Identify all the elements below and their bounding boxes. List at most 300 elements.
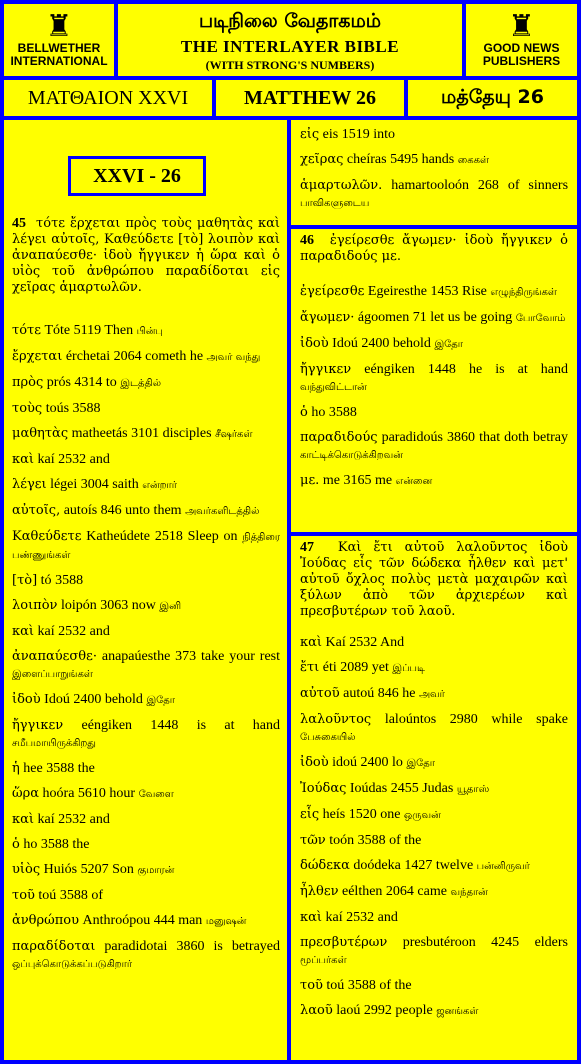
english-gloss: into xyxy=(373,127,395,142)
word-entry xyxy=(12,691,280,709)
english-gloss: of the xyxy=(379,978,412,993)
strong-number: 2532 xyxy=(58,624,87,639)
bellwether-line2: INTERNATIONAL xyxy=(10,54,108,68)
english-gloss: elders xyxy=(534,935,568,950)
english-gloss: to xyxy=(105,375,117,390)
english-gloss: behold xyxy=(392,336,431,351)
word-entry xyxy=(12,597,280,615)
strong-number: 1448 xyxy=(427,362,456,377)
transliteration: Anthroópou xyxy=(82,913,151,928)
english-gloss: and xyxy=(377,910,398,925)
greek-word: τοῦ xyxy=(12,888,35,903)
strong-number: 2992 xyxy=(363,1003,392,1018)
english-gloss: hour xyxy=(109,786,136,801)
english-gloss: is at hand xyxy=(196,718,280,733)
english-gloss: Sleep on xyxy=(187,529,238,544)
transliteration: doódeka xyxy=(353,858,401,873)
word-entry xyxy=(12,836,280,853)
transliteration: me xyxy=(322,473,340,488)
english-gloss: let us be going xyxy=(430,310,513,325)
english-gloss: unto them xyxy=(125,503,182,518)
word-entry xyxy=(300,634,568,651)
word-entry xyxy=(12,760,280,777)
verse-text: τότε ἔρχεται πρὸς τοὺς μαθητὰς καὶ λέγει αὐτοῖς, Καθεύδετε [τὸ] λοιπὸν καὶ ἀναπαύεσθε· ἰδοὺ ἤγγικεν ἡ ὥρα καὶ ὁ υἱὸς τοῦ ἀνθρώπου παραδίδοται εἰς χεῖρας ἁμαρτωλῶν. xyxy=(12,216,280,295)
english-gloss: and xyxy=(89,812,110,827)
transliteration: prós xyxy=(46,375,71,390)
word-entry xyxy=(12,502,280,520)
strong-number: 2064 xyxy=(113,349,142,364)
good-news-line1: GOOD NEWS xyxy=(483,41,560,55)
english-gloss: he is at hand xyxy=(468,362,568,377)
strong-number: 3588 xyxy=(347,978,376,993)
tamil-gloss: என்னை xyxy=(395,476,433,487)
tamil-gloss: இனி xyxy=(159,601,182,612)
strong-number: 5119 xyxy=(73,323,102,338)
strong-number: 5610 xyxy=(77,786,106,801)
word-entry xyxy=(300,806,568,824)
strong-number: 2089 xyxy=(340,660,369,675)
tamil-gloss: ஒப்புக்கொடுக்கப்படுகிறார் xyxy=(12,959,133,970)
word-entry xyxy=(300,977,568,994)
english-gloss: of xyxy=(91,888,103,903)
transliteration: paradidotai xyxy=(104,939,168,954)
word-entry xyxy=(12,887,280,904)
greek-word: λοιπὸν xyxy=(12,598,58,613)
english-gloss: twelve xyxy=(435,858,474,873)
chapter-label: XXVI - 26 xyxy=(93,164,181,187)
strong-number: 1448 xyxy=(150,718,179,733)
word-entry xyxy=(12,400,280,417)
english-gloss: came xyxy=(417,884,447,899)
word-entry xyxy=(300,659,568,677)
english-gloss: now xyxy=(131,598,156,613)
greek-word: ἡ xyxy=(12,761,20,776)
greek-word: αὐτοῦ xyxy=(300,686,340,701)
strong-number: 4314 xyxy=(74,375,103,390)
strong-number: 1453 xyxy=(430,284,459,299)
strong-number: 3004 xyxy=(80,477,109,492)
transliteration: kaí xyxy=(37,624,55,639)
english-gloss: saith xyxy=(112,477,139,492)
strong-number: 2455 xyxy=(390,781,419,796)
transliteration: autoú xyxy=(343,686,375,701)
word-entry xyxy=(300,883,568,901)
english-book-bar xyxy=(216,80,404,116)
greek-word: ἀνθρώπου xyxy=(12,913,80,928)
word-entry xyxy=(300,857,568,875)
strong-number: 3588 xyxy=(59,888,88,903)
strong-number: 4245 xyxy=(491,935,520,950)
transliteration: érchetai xyxy=(65,349,111,364)
strong-number: 2532 xyxy=(346,910,375,925)
word-entry xyxy=(300,309,568,327)
word-entry xyxy=(12,717,280,752)
word-entry xyxy=(300,429,568,464)
tamil-gloss: போவோம் xyxy=(515,313,566,324)
english-gloss: behold xyxy=(104,692,143,707)
word-entry xyxy=(12,648,280,683)
transliteration: éti xyxy=(322,660,337,675)
greek-word: μαθητὰς xyxy=(12,426,69,441)
word-entry xyxy=(12,322,280,340)
tamil-gloss: நித்திரை பண்ணுங்கள் xyxy=(12,532,280,561)
transliteration: kaí xyxy=(325,910,343,925)
greek-word: ἤγγικεν xyxy=(12,718,64,733)
strong-number: 2518 xyxy=(154,529,183,544)
tamil-gloss: என்றார் xyxy=(142,480,178,491)
english-gloss: lo xyxy=(392,755,403,770)
strong-number: 3860 xyxy=(176,939,205,954)
transliteration: Egeiresthe xyxy=(367,284,427,299)
greek-word: ὁ xyxy=(12,837,20,852)
word-entry xyxy=(300,685,568,703)
transliteration: presbutéroon xyxy=(402,935,476,950)
strong-number: 268 xyxy=(477,178,499,193)
english-gloss: people xyxy=(395,1003,433,1018)
greek-word: τοὺς xyxy=(12,401,43,416)
right-mid-column xyxy=(300,233,568,529)
english-gloss: me xyxy=(374,473,393,488)
good-news-line2: PUBLISHERS xyxy=(482,54,561,68)
tamil-book-title: மத்தேயு 26 xyxy=(441,85,544,108)
verse-text: ἐγείρεσθε ἄγωμεν· ἰδοὺ ἤγγικεν ὁ παραδιδούς με. xyxy=(300,233,568,264)
greek-word: λέγει xyxy=(12,477,47,492)
strong-number: 3588 xyxy=(55,573,84,588)
transliteration: Tóte xyxy=(44,323,71,338)
word-entry xyxy=(12,528,280,564)
word-entry xyxy=(12,938,280,973)
transliteration: ho xyxy=(311,405,326,420)
transliteration: toús xyxy=(45,401,70,416)
greek-word: ἦλθεν xyxy=(300,884,339,899)
greek-word: με. xyxy=(300,473,320,488)
verse-number: 45 xyxy=(12,216,26,231)
greek-word: ἰδοὺ xyxy=(300,755,329,770)
word-entry xyxy=(300,126,568,143)
verse-text: Καὶ ἔτι αὐτοῦ λαλοῦντος ἰδοὺ Ἰούδας εἷς τῶν δώδεκα ἦλθεν καὶ μετ' αὐτοῦ ὄχλος πολὺς μετὰ μαχαιρῶν καὶ ξύλων ἀπὸ τῶν ἀρχιερέων καὶ πρεσβυτέρων τοῦ λαοῦ. xyxy=(300,540,568,619)
english-gloss: one xyxy=(380,807,401,822)
transliteration: kaí xyxy=(37,812,55,827)
word-entry xyxy=(12,374,280,392)
horn-icon: ♜ xyxy=(508,9,535,44)
strong-number: 3165 xyxy=(343,473,372,488)
tamil-gloss: சமீபமாயிருக்கிறது xyxy=(12,738,96,749)
strong-number: 1519 xyxy=(341,127,370,142)
right-top-entries xyxy=(300,126,568,212)
word-entry xyxy=(300,283,568,301)
strong-number: 2400 xyxy=(361,336,390,351)
shepherd-icon: ♜ xyxy=(45,9,73,44)
greek-word: υἱὸς xyxy=(12,862,41,877)
strong-number: 444 xyxy=(153,913,175,928)
word-entry xyxy=(300,1002,568,1020)
bellwether-logo xyxy=(4,4,114,76)
strong-number: 3588 xyxy=(46,761,75,776)
transliteration: hoóra xyxy=(42,786,75,801)
transliteration: ho xyxy=(23,837,38,852)
word-entry xyxy=(12,425,280,443)
english-gloss: Then xyxy=(104,323,134,338)
transliteration: tó xyxy=(40,573,52,588)
greek-word: καὶ xyxy=(300,635,323,650)
strong-number: 846 xyxy=(377,686,399,701)
word-entry xyxy=(300,780,568,798)
strong-number: 1520 xyxy=(348,807,377,822)
greek-word: ἐγείρεσθε xyxy=(300,284,365,299)
word-entry xyxy=(300,754,568,772)
transliteration: kaí xyxy=(37,452,55,467)
english-gloss: the xyxy=(77,761,95,776)
tamil-gloss: வந்தான் xyxy=(450,887,488,898)
english-gloss: while spake xyxy=(491,712,568,727)
tamil-gloss: அவர்களிடத்தில் xyxy=(185,506,260,517)
tamil-gloss: பின்பு xyxy=(136,326,163,337)
word-entry xyxy=(300,151,568,169)
strong-number: 2400 xyxy=(360,755,389,770)
transliteration: laloúntos xyxy=(384,712,437,727)
english-gloss: and xyxy=(89,452,110,467)
greek-word: ἁμαρτωλῶν. xyxy=(300,178,383,193)
word-entry xyxy=(300,711,568,746)
tamil-gloss: பன்னிருவர் xyxy=(476,861,530,872)
strong-number: 2064 xyxy=(385,884,414,899)
english-gloss: Judas xyxy=(422,781,454,796)
right-bottom-column xyxy=(300,540,568,1056)
word-entry xyxy=(300,934,568,969)
english-gloss: that doth betray xyxy=(479,430,568,445)
greek-word: χεῖρας xyxy=(300,152,344,167)
english-gloss: Son xyxy=(112,862,134,877)
transliteration: toú xyxy=(326,978,345,993)
word-entry xyxy=(12,348,280,366)
greek-word: Καθεύδετε xyxy=(12,529,82,544)
english-gloss: the xyxy=(72,837,90,852)
greek-word: καὶ xyxy=(12,624,35,639)
greek-word: Ἰούδας xyxy=(300,781,347,796)
greek-word: λαλοῦντος xyxy=(300,712,372,727)
title-english: THE INTERLAYER BIBLE xyxy=(180,37,400,56)
english-gloss: man xyxy=(178,913,203,928)
greek-word: ἰδοὺ xyxy=(300,336,329,351)
tamil-gloss: குமாரன் xyxy=(137,865,175,876)
tamil-gloss: இளைப்பாறுங்கள் xyxy=(12,669,93,680)
strong-number: 2532 xyxy=(349,635,378,650)
transliteration: Kaí xyxy=(325,635,346,650)
tamil-gloss: வேளை xyxy=(138,789,174,800)
transliteration: anapaúesthe xyxy=(101,649,171,664)
greek-word: αὐτοῖς, xyxy=(12,503,61,518)
title-tamil: படிநிலை வேதாகமம் xyxy=(198,10,382,32)
tamil-gloss: இதோ xyxy=(146,695,176,706)
transliteration: hamartooloón xyxy=(391,178,469,193)
bellwether-line1: BELLWETHER xyxy=(17,41,101,55)
transliteration: ágoomen xyxy=(357,310,410,325)
greek-book-bar xyxy=(4,80,212,116)
word-entry xyxy=(12,572,280,589)
english-gloss: he xyxy=(402,686,416,701)
tamil-gloss: அவர் xyxy=(418,689,445,700)
english-gloss: of the xyxy=(389,833,422,848)
transliteration: eéngiken xyxy=(81,718,133,733)
strong-number: 3588 xyxy=(72,401,101,416)
tamil-gloss: யூதாஸ் xyxy=(456,784,490,795)
tamil-gloss: அவர் வந்து xyxy=(206,352,261,363)
greek-word: ἤγγικεν xyxy=(300,362,352,377)
greek-word: δώδεκα xyxy=(300,858,350,873)
title-block xyxy=(118,4,462,76)
english-gloss: disciples xyxy=(162,426,212,441)
transliteration: Idoú xyxy=(332,336,358,351)
word-entry xyxy=(12,451,280,468)
greek-word: καὶ xyxy=(300,910,323,925)
greek-word: καὶ xyxy=(12,452,35,467)
transliteration: loipón xyxy=(60,598,97,613)
word-entry xyxy=(300,472,568,490)
strong-number: 2532 xyxy=(58,812,87,827)
greek-word: τῶν xyxy=(300,833,326,848)
greek-word: εἷς xyxy=(300,807,320,822)
transliteration: eéngiken xyxy=(364,362,415,377)
english-gloss: is betrayed xyxy=(213,939,280,954)
transliteration: idoú xyxy=(332,755,358,770)
greek-word: τοῦ xyxy=(300,978,323,993)
tamil-gloss: மனுஷன் xyxy=(205,916,247,927)
strong-number: 3588 xyxy=(328,405,357,420)
strong-number: 5207 xyxy=(80,862,109,877)
word-entry xyxy=(300,177,568,212)
word-entry xyxy=(12,623,280,640)
strong-number: 71 xyxy=(412,310,427,325)
left-column xyxy=(12,216,280,1056)
greek-word: ὥρα xyxy=(12,786,40,801)
right-mid-entries xyxy=(300,283,568,490)
transliteration: toú xyxy=(38,888,57,903)
transliteration: cheíras xyxy=(346,152,387,167)
tamil-gloss: இப்படி xyxy=(392,663,425,674)
transliteration: Katheúdete xyxy=(86,529,151,544)
greek-word: εἰς xyxy=(300,127,320,142)
strong-number: 5495 xyxy=(390,152,419,167)
word-entry xyxy=(300,909,568,926)
tamil-gloss: இதோ xyxy=(406,758,436,769)
greek-word: [τὸ] xyxy=(12,573,38,588)
greek-word: ἰδοὺ xyxy=(12,692,41,707)
transliteration: heís xyxy=(322,807,346,822)
tamil-gloss: எழுந்திருங்கள் xyxy=(490,287,557,298)
strong-number: 373 xyxy=(175,649,197,664)
tamil-gloss: வந்துவிட்டான் xyxy=(300,382,367,393)
tamil-gloss: இடத்தில் xyxy=(120,378,162,389)
english-gloss: take your rest xyxy=(201,649,280,664)
verse-47 xyxy=(300,540,568,620)
strong-number: 846 xyxy=(100,503,122,518)
greek-word: ἔτι xyxy=(300,660,320,675)
word-entry xyxy=(12,476,280,494)
strong-number: 1427 xyxy=(404,858,433,873)
transliteration: eis xyxy=(322,127,339,142)
greek-word: πρεσβυτέρων xyxy=(300,935,388,950)
good-news-logo xyxy=(466,4,577,76)
greek-word: παραδίδοται xyxy=(12,939,96,954)
verse-number: 47 xyxy=(300,540,314,555)
verse-number: 46 xyxy=(300,233,314,248)
tamil-gloss: சீஷர்கள் xyxy=(215,429,253,440)
strong-number: 2400 xyxy=(73,692,102,707)
strong-number: 3063 xyxy=(100,598,129,613)
title-subtitle: (WITH STRONG'S NUMBERS) xyxy=(205,58,375,72)
tamil-gloss: பாவிகளுடைய xyxy=(300,198,370,209)
chapter-label-box xyxy=(68,156,206,196)
transliteration: hee xyxy=(23,761,43,776)
greek-word: ἀναπαύεσθε· xyxy=(12,649,97,664)
strong-number: 3588 xyxy=(357,833,386,848)
tamil-gloss: காட்டிக்கொடுக்கிறவன் xyxy=(300,450,403,461)
english-gloss: cometh he xyxy=(145,349,204,364)
transliteration: légei xyxy=(50,477,78,492)
transliteration: paradidoús xyxy=(381,430,443,445)
greek-word: πρὸς xyxy=(12,375,44,390)
greek-word: ἔρχεται xyxy=(12,349,63,364)
english-gloss: and xyxy=(89,624,110,639)
right-bottom-entries xyxy=(300,634,568,1020)
strong-number: 2980 xyxy=(449,712,478,727)
greek-word: παραδιδούς xyxy=(300,430,378,445)
word-entry xyxy=(12,861,280,879)
word-entry xyxy=(300,832,568,849)
left-entries xyxy=(12,322,280,973)
strong-number: 3588 xyxy=(40,837,69,852)
strong-number: 3101 xyxy=(131,426,160,441)
transliteration: autoís xyxy=(63,503,98,518)
greek-word: ἄγωμεν· xyxy=(300,310,355,325)
verse-45 xyxy=(12,216,280,296)
strong-number: 2532 xyxy=(58,452,87,467)
tamil-gloss: கைகள் xyxy=(457,155,490,166)
english-gloss: yet xyxy=(371,660,389,675)
transliteration: eélthen xyxy=(342,884,383,899)
transliteration: toón xyxy=(329,833,355,848)
tamil-gloss: ஜனங்கள் xyxy=(436,1006,479,1017)
right-top-column xyxy=(300,126,568,224)
tamil-book-bar xyxy=(408,80,577,116)
word-entry xyxy=(300,361,568,396)
english-gloss: hands xyxy=(421,152,455,167)
transliteration: matheetás xyxy=(71,426,128,441)
greek-word: λαοῦ xyxy=(300,1003,333,1018)
english-gloss: Rise xyxy=(461,284,487,299)
tamil-gloss: இதோ xyxy=(434,339,464,350)
english-gloss: of sinners xyxy=(507,178,568,193)
greek-word: τότε xyxy=(12,323,41,338)
transliteration: Huiós xyxy=(43,862,78,877)
greek-book-title: ΜΑΤΘΑΙΟΝ XXVI xyxy=(27,86,189,109)
word-entry xyxy=(300,404,568,421)
transliteration: Ioúdas xyxy=(349,781,388,796)
english-book-title: MATTHEW 26 xyxy=(243,86,377,109)
transliteration: Idoú xyxy=(44,692,70,707)
greek-word: καὶ xyxy=(12,812,35,827)
word-entry xyxy=(12,912,280,930)
tamil-gloss: மூப்பர்கள் xyxy=(300,955,347,966)
word-entry xyxy=(300,335,568,353)
word-entry xyxy=(12,785,280,803)
greek-word: ὁ xyxy=(300,405,308,420)
tamil-gloss: பேசுகையில் xyxy=(300,732,356,743)
strong-number: 3860 xyxy=(447,430,476,445)
transliteration: laoú xyxy=(336,1003,361,1018)
word-entry xyxy=(12,811,280,828)
verse-46 xyxy=(300,233,568,265)
